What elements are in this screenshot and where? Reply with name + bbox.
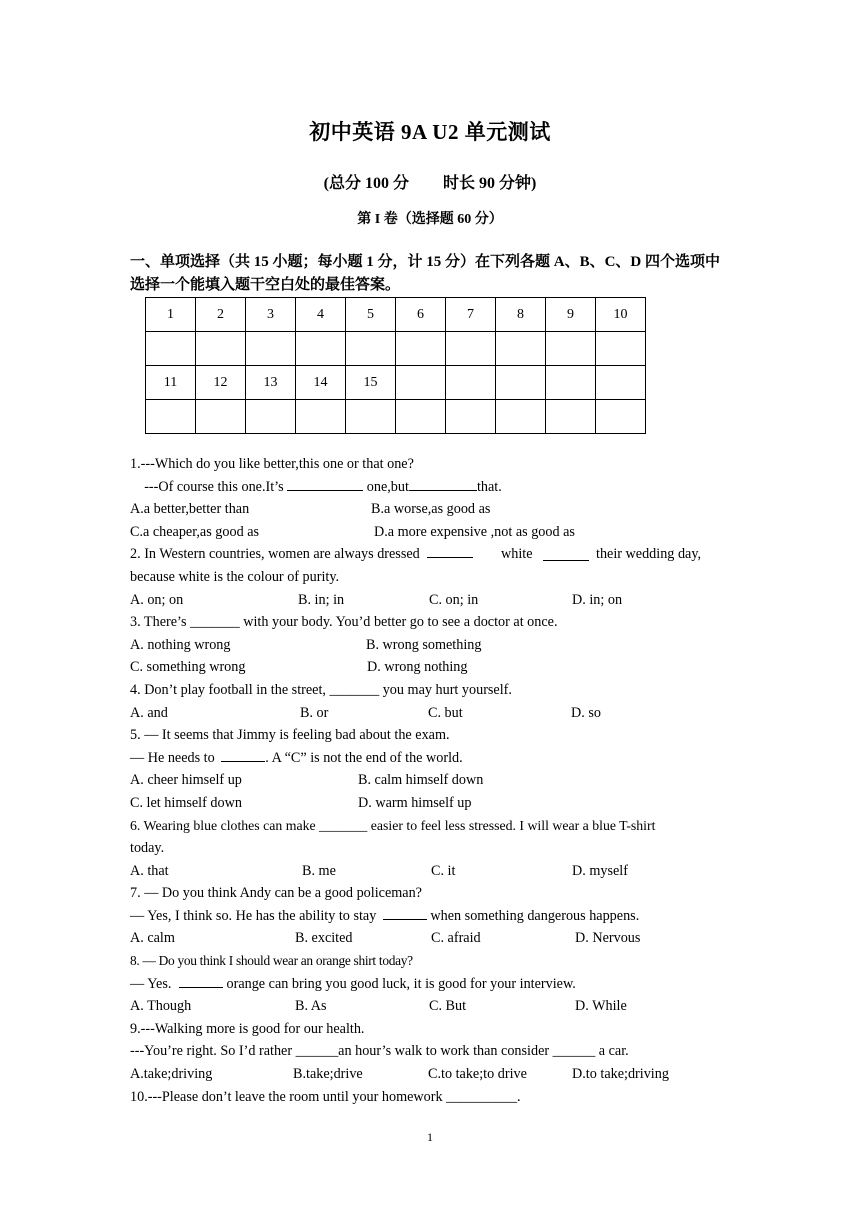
- option-a: A. nothing wrong: [130, 636, 231, 653]
- option-b: B. calm himself down: [358, 772, 484, 789]
- answer-cell[interactable]: [496, 332, 546, 366]
- answer-cell[interactable]: [596, 332, 646, 366]
- question-4-stem: 4. Don’t play football in the street, _______ you may hurt yourself.: [130, 681, 512, 698]
- option-d: D. myself: [572, 862, 628, 879]
- grid-number: 13: [246, 366, 296, 400]
- option-d: D. in; on: [572, 591, 623, 608]
- question-7-stem: 7. — Do you think Andy can be a good policeman?: [130, 885, 422, 902]
- answer-cell[interactable]: [196, 332, 246, 366]
- option-b: B.take;drive: [293, 1066, 363, 1083]
- answer-cell[interactable]: [146, 400, 196, 434]
- question-3-options-ab: [130, 634, 736, 657]
- option-b: B. wrong something: [366, 636, 482, 653]
- section-instructions: [130, 251, 736, 297]
- page-number: 1: [427, 1130, 433, 1144]
- option-d: D. warm himself up: [358, 794, 472, 811]
- option-d: D.to take;driving: [572, 1066, 669, 1083]
- grid-number: [396, 366, 446, 400]
- question-1-stem: 1.---Which do you like better,this one or that one?: [130, 456, 414, 472]
- question-8-stem: 8. — Do you think I should wear an orange shirt today?: [130, 953, 413, 969]
- grid-number: 1: [146, 298, 196, 332]
- option-a: A. on; on: [130, 591, 184, 608]
- question-5-stem: 5. — It seems that Jimmy is feeling bad about the exam.: [130, 727, 450, 744]
- answer-cell[interactable]: [546, 400, 596, 434]
- grid-number: [546, 366, 596, 400]
- option-a: A.a better,better than: [130, 501, 250, 518]
- option-c: C. let himself down: [130, 794, 242, 811]
- grid-number: [446, 366, 496, 400]
- option-c: C. afraid: [431, 930, 481, 947]
- question-6-stem: 6. Wearing blue clothes can make _______ easier to feel less stressed. I will wear a blue T-shirt: [130, 817, 656, 833]
- exam-info: [0, 170, 860, 193]
- grid-number: 15: [346, 366, 396, 400]
- duration: 时长 90 分钟): [443, 175, 537, 192]
- option-a: A. Though: [130, 998, 192, 1015]
- question-9-options: [130, 1063, 736, 1086]
- option-c: C. on; in: [429, 591, 479, 608]
- question-6-options: [130, 860, 736, 883]
- grid-number: 10: [596, 298, 646, 332]
- question-4-options: [130, 702, 736, 725]
- answer-cell[interactable]: [546, 332, 596, 366]
- answer-cell[interactable]: [346, 400, 396, 434]
- grid-number: 5: [346, 298, 396, 332]
- option-a: A. and: [130, 704, 168, 721]
- grid-number: 12: [196, 366, 246, 400]
- volume-heading: 第 I 卷（选择题 60 分）: [357, 212, 503, 227]
- grid-number: 8: [496, 298, 546, 332]
- answer-cell[interactable]: [146, 332, 196, 366]
- question-list: [130, 453, 736, 1108]
- question-6-stem-2: today.: [130, 840, 165, 857]
- question-1-options-cd: [130, 521, 736, 544]
- question-2-options: [130, 589, 736, 612]
- question-5-options-cd: [130, 792, 736, 815]
- option-c: C.a cheaper,as good as: [130, 523, 260, 540]
- option-c: C. but: [428, 704, 463, 721]
- grid-number: 9: [546, 298, 596, 332]
- option-a: A. that: [130, 862, 169, 879]
- grid-number: 7: [446, 298, 496, 332]
- option-b: B. me: [302, 862, 336, 879]
- answer-cell[interactable]: [596, 400, 646, 434]
- grid-number: [596, 366, 646, 400]
- blank: [287, 476, 363, 491]
- answer-cell[interactable]: [246, 400, 296, 434]
- blank: [427, 543, 473, 558]
- blank: [383, 905, 427, 920]
- answer-cell[interactable]: [246, 332, 296, 366]
- answer-cell[interactable]: [446, 332, 496, 366]
- blank: [221, 747, 265, 762]
- total-score: (总分 100 分: [323, 175, 409, 192]
- answer-grid-header-row-1: [146, 298, 646, 332]
- answer-grid-header-row-2: [146, 366, 646, 400]
- question-9-stem: 9.---Walking more is good for our health.: [130, 1020, 365, 1037]
- answer-cell[interactable]: [346, 332, 396, 366]
- option-b: B. excited: [295, 930, 353, 947]
- grid-number: 6: [396, 298, 446, 332]
- question-8-options: [130, 995, 736, 1018]
- option-b: B. in; in: [298, 591, 345, 608]
- question-2-stem-2: because white is the colour of purity.: [130, 568, 340, 585]
- blank: [409, 476, 477, 491]
- option-d: D. While: [575, 998, 627, 1015]
- answer-cell[interactable]: [496, 400, 546, 434]
- question-3-options-cd: [130, 656, 736, 679]
- question-10-stem: 10.---Please don’t leave the room until your homework __________.: [130, 1088, 521, 1105]
- answer-grid-blank-row-1: [146, 332, 646, 366]
- page-title: 初中英语 9A U2 单元测试: [309, 120, 551, 144]
- question-9-stem-2: ---You’re right. So I’d rather ______an hour’s walk to work than consider ______ a car.: [130, 1043, 629, 1060]
- option-c: C. it: [431, 862, 456, 879]
- answer-cell[interactable]: [296, 400, 346, 434]
- section-line-1: 一、单项选择（共 15 小题；每小题 1 分，计 15 分）在下列各题 A、B、C、D 四个选项中: [130, 254, 721, 270]
- option-b: B. As: [295, 998, 327, 1015]
- answer-cell[interactable]: [446, 400, 496, 434]
- option-b: B. or: [300, 704, 329, 721]
- grid-number: 14: [296, 366, 346, 400]
- option-c: C.to take;to drive: [428, 1066, 527, 1083]
- question-7-stem-2: — Yes, I think so. He has the ability to stay when something dangerous happens.: [130, 905, 736, 928]
- grid-number: [496, 366, 546, 400]
- question-1-options-ab: [130, 498, 736, 521]
- option-c: C. But: [429, 998, 467, 1015]
- question-7-options: [130, 927, 736, 950]
- grid-number: 2: [196, 298, 246, 332]
- grid-number: 11: [146, 366, 196, 400]
- grid-number: 4: [296, 298, 346, 332]
- answer-cell[interactable]: [396, 400, 446, 434]
- answer-cell[interactable]: [296, 332, 346, 366]
- option-a: A. calm: [130, 930, 175, 947]
- option-c: C. something wrong: [130, 659, 246, 676]
- question-2-stem: 2. In Western countries, women are always dressed white their wedding day,: [130, 543, 736, 566]
- answer-grid: [145, 297, 646, 434]
- option-b: B.a worse,as good as: [371, 501, 491, 518]
- option-a: A. cheer himself up: [130, 772, 242, 789]
- option-d: D. so: [571, 704, 601, 721]
- answer-grid-blank-row-2: [146, 400, 646, 434]
- grid-number: 3: [246, 298, 296, 332]
- question-8-stem-2: — Yes. orange can bring you good luck, it is good for your interview.: [130, 973, 736, 996]
- question-3-stem: 3. There’s _______ with your body. You’d better go to see a doctor at once.: [130, 614, 558, 631]
- section-line-2: 选择一个能填入题干空白处的最佳答案。: [130, 277, 401, 293]
- question-1-stem-2: ---Of course this one.It’s one,but that.: [130, 476, 736, 499]
- blank: [179, 973, 223, 988]
- option-a: A.take;driving: [130, 1066, 213, 1083]
- answer-cell[interactable]: [196, 400, 246, 434]
- question-5-stem-2: — He needs to . A “C” is not the end of the world.: [130, 747, 736, 770]
- answer-cell[interactable]: [396, 332, 446, 366]
- option-d: D. Nervous: [575, 930, 641, 947]
- question-5-options-ab: [130, 769, 736, 792]
- option-d: D.a more expensive ,not as good as: [374, 523, 575, 540]
- blank: [543, 546, 589, 561]
- option-d: D. wrong nothing: [367, 659, 468, 676]
